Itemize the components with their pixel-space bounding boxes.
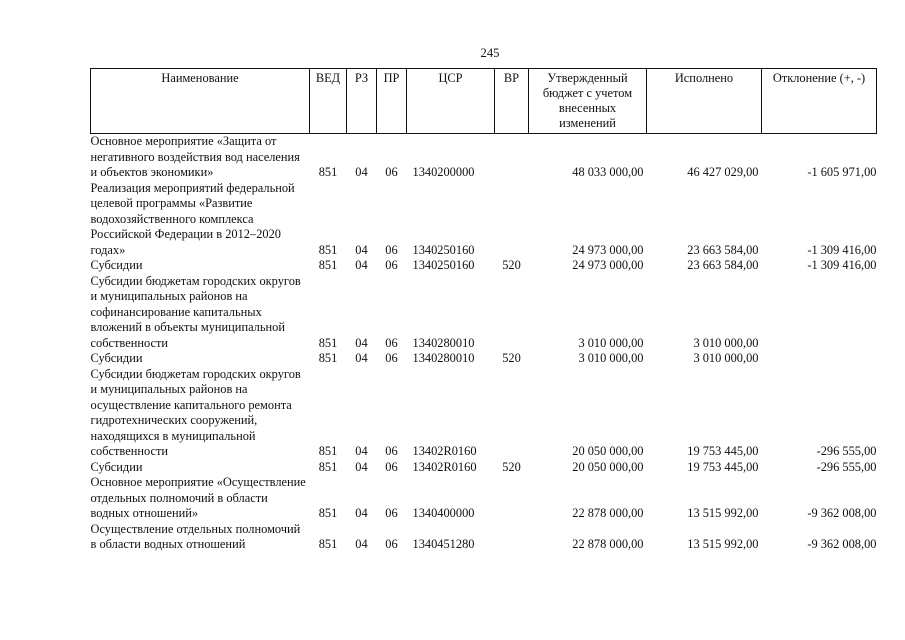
row-name: Реализация мероприятий федеральной целевой программы «Развитие водохозяйственного комплекса Российской Федерации в 2012–2020 годах» xyxy=(90,180,295,257)
header-vr: ВР xyxy=(495,69,529,134)
row-executed: 19 753 445,00 xyxy=(687,444,759,458)
row-deviation: -296 555,00 xyxy=(816,459,877,474)
row-pr: 06 xyxy=(385,258,398,272)
row-name: Осуществление отдельных полномочий в области водных отношений xyxy=(90,521,301,551)
header-approved-budget: Утвержденный бюджет с учетом внесенных изменений xyxy=(529,69,647,134)
row-vr xyxy=(495,475,529,522)
row-ved: 851 xyxy=(318,506,338,520)
row-deviation xyxy=(762,274,877,352)
row-approved: 22 878 000,00 xyxy=(572,537,644,551)
table-row xyxy=(91,181,877,259)
row-name: Субсидии xyxy=(90,258,143,272)
row-ved: 851 xyxy=(318,258,338,272)
row-approved: 48 033 000,00 xyxy=(572,165,644,179)
row-name: Субсидии xyxy=(90,459,143,474)
row-ved: 851 xyxy=(318,537,338,551)
table-row xyxy=(91,475,877,522)
row-name: Субсидии xyxy=(90,351,143,365)
row-pr: 06 xyxy=(385,242,398,257)
row-csr: 1340451280 xyxy=(412,537,475,551)
row-deviation: -9 362 008,00 xyxy=(807,537,877,551)
table-row xyxy=(91,351,877,367)
table-header-row xyxy=(91,69,877,134)
row-approved: 24 973 000,00 xyxy=(572,258,644,272)
row-vr xyxy=(495,522,529,553)
row-csr: 13402R0160 xyxy=(412,444,477,458)
row-ved: 851 xyxy=(318,444,338,458)
row-ved: 851 xyxy=(318,165,338,179)
row-approved: 22 878 000,00 xyxy=(572,506,644,520)
table-body xyxy=(91,134,877,553)
row-rz: 04 xyxy=(355,444,368,458)
row-vr: 520 xyxy=(502,459,521,474)
row-pr: 06 xyxy=(385,444,398,458)
row-ved: 851 xyxy=(318,335,338,350)
row-approved: 24 973 000,00 xyxy=(572,242,644,257)
table-row xyxy=(91,274,877,352)
row-name: Субсидии бюджетам городских округов и муниципальных районов на осуществление капитального ремонта гидротехнических сооружений, находящихся в муниципальной собственности xyxy=(90,366,301,458)
header-rz: РЗ xyxy=(347,69,377,134)
table-row xyxy=(91,367,877,460)
row-pr: 06 xyxy=(385,459,398,474)
row-csr: 1340400000 xyxy=(412,506,475,520)
row-vr: 520 xyxy=(502,258,521,272)
row-approved: 3 010 000,00 xyxy=(578,351,644,365)
header-executed: Исполнено xyxy=(647,69,762,134)
row-name: Основное мероприятие «Защита от негативного воздействия вод населения и объектов экономики» xyxy=(90,134,300,179)
row-pr: 06 xyxy=(385,506,398,520)
row-rz: 04 xyxy=(355,165,368,179)
table-row xyxy=(91,460,877,476)
row-executed: 13 515 992,00 xyxy=(687,506,759,520)
budget-table xyxy=(90,68,877,553)
row-executed: 3 010 000,00 xyxy=(693,335,759,350)
row-deviation: -1 309 416,00 xyxy=(807,258,877,272)
row-rz: 04 xyxy=(355,258,368,272)
row-deviation: -9 362 008,00 xyxy=(807,506,877,520)
row-vr xyxy=(495,134,529,181)
row-pr: 06 xyxy=(385,537,398,551)
row-ved: 851 xyxy=(318,459,338,474)
row-vr xyxy=(495,181,529,259)
row-pr: 06 xyxy=(385,335,398,350)
row-csr: 1340200000 xyxy=(412,165,475,179)
row-csr: 1340250160 xyxy=(412,258,475,272)
row-executed: 3 010 000,00 xyxy=(693,351,759,365)
row-csr: 1340280010 xyxy=(412,351,475,365)
header-csr: ЦСР xyxy=(407,69,495,134)
row-csr: 1340280010 xyxy=(412,335,475,350)
page-number: 245 xyxy=(480,46,500,60)
row-rz: 04 xyxy=(355,459,368,474)
row-deviation: -1 309 416,00 xyxy=(807,242,877,257)
row-executed: 13 515 992,00 xyxy=(687,537,759,551)
header-ved: ВЕД xyxy=(310,69,347,134)
table-row xyxy=(91,258,877,274)
row-name: Субсидии бюджетам городских округов и муниципальных районов на софинансирование капитальных вложений в объекты муниципальной собственности xyxy=(90,273,301,350)
row-approved: 3 010 000,00 xyxy=(578,335,644,350)
row-csr: 1340250160 xyxy=(412,242,475,257)
row-vr xyxy=(495,274,529,352)
row-approved: 20 050 000,00 xyxy=(572,444,644,458)
row-rz: 04 xyxy=(355,506,368,520)
row-vr xyxy=(495,367,529,460)
table-row xyxy=(91,134,877,181)
row-deviation: -296 555,00 xyxy=(816,444,877,458)
row-ved: 851 xyxy=(318,351,338,365)
row-rz: 04 xyxy=(355,335,368,350)
header-name: Наименование xyxy=(91,69,310,134)
row-executed: 23 663 584,00 xyxy=(687,258,759,272)
row-rz: 04 xyxy=(355,242,368,257)
row-pr: 06 xyxy=(385,351,398,365)
row-pr: 06 xyxy=(385,165,398,179)
table-row xyxy=(91,522,877,553)
row-approved: 20 050 000,00 xyxy=(572,459,644,474)
row-ved: 851 xyxy=(318,242,338,257)
row-deviation xyxy=(762,351,877,367)
row-executed: 46 427 029,00 xyxy=(687,165,759,179)
row-executed: 19 753 445,00 xyxy=(687,459,759,474)
header-pr: ПР xyxy=(377,69,407,134)
row-csr: 13402R0160 xyxy=(412,459,477,474)
row-vr: 520 xyxy=(502,351,521,365)
row-rz: 04 xyxy=(355,351,368,365)
row-deviation: -1 605 971,00 xyxy=(807,165,877,179)
row-executed: 23 663 584,00 xyxy=(687,242,759,257)
row-name: Основное мероприятие «Осуществление отдельных полномочий в области водных отношений» xyxy=(90,475,306,520)
row-rz: 04 xyxy=(355,537,368,551)
header-deviation: Отклонение (+, -) xyxy=(762,69,877,134)
